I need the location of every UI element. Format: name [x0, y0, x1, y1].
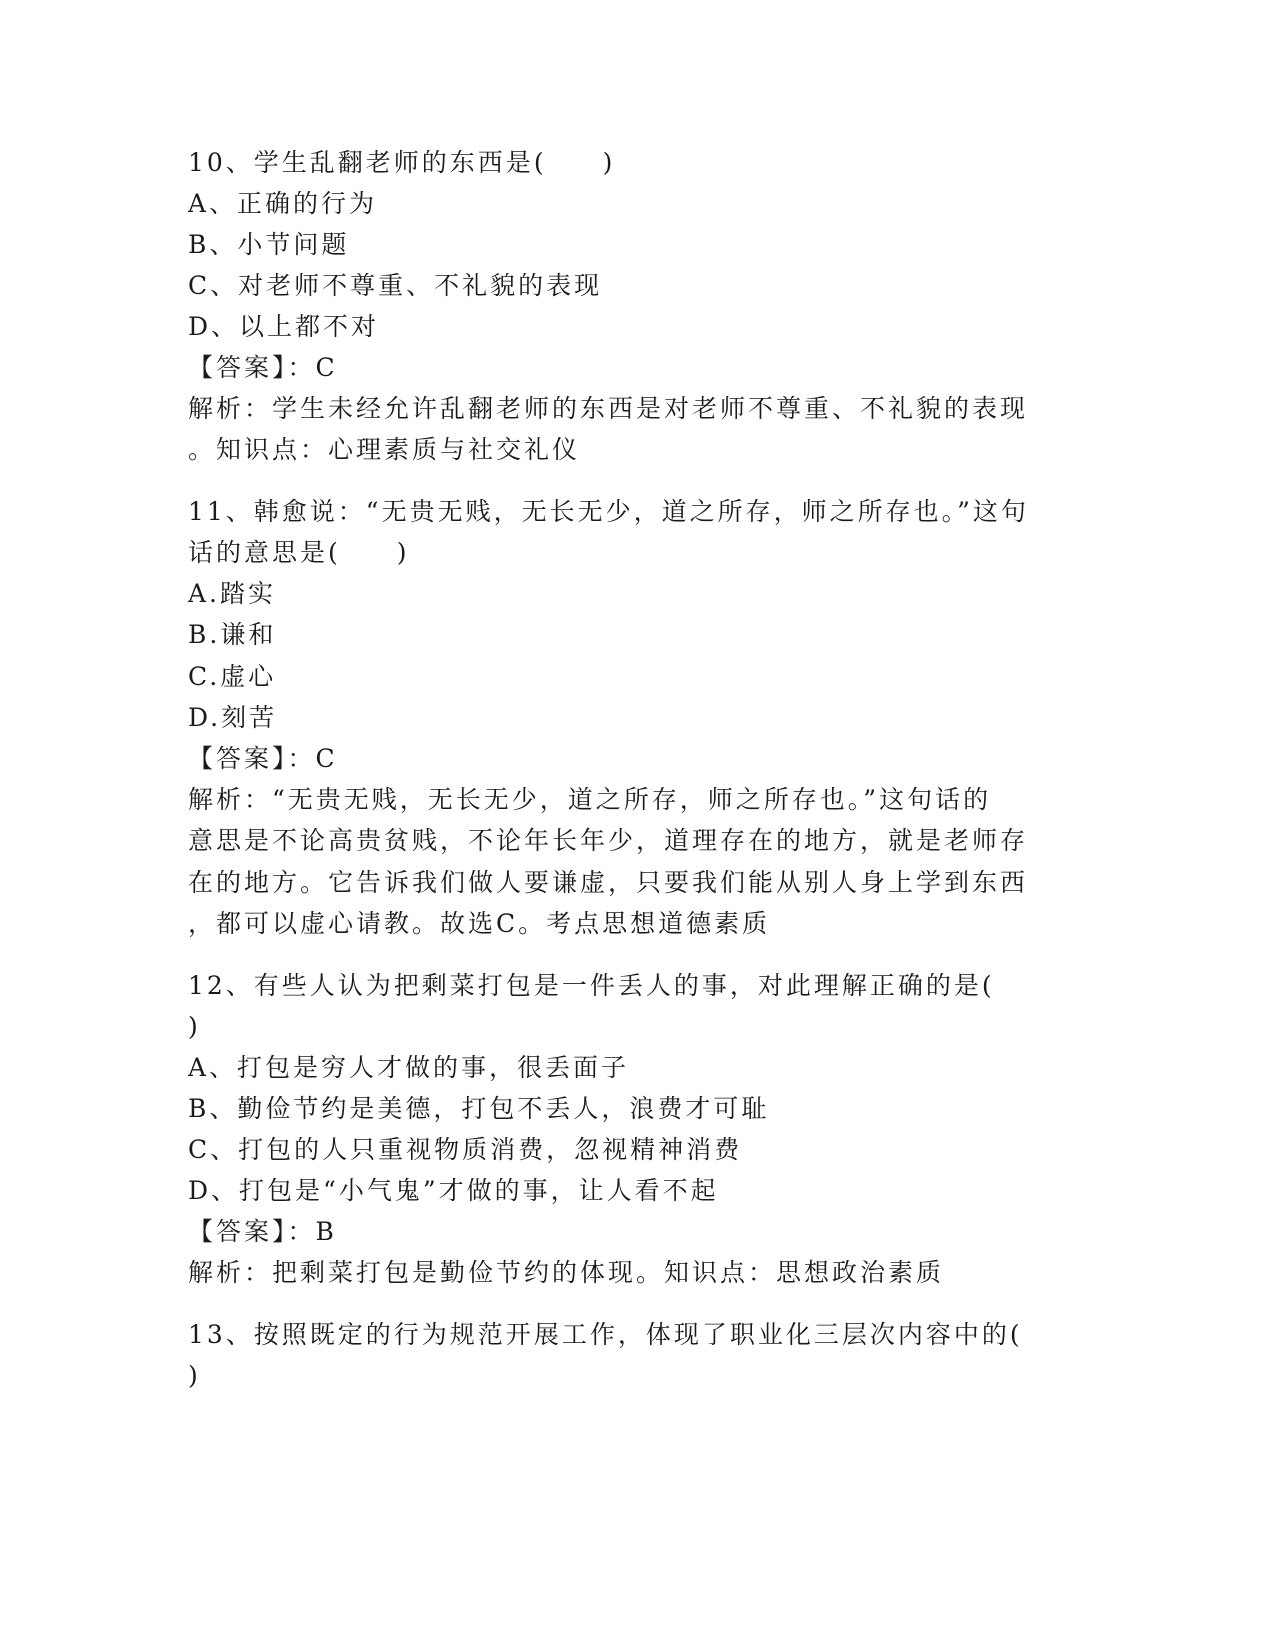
question-10-option-a: A、正确的行为 [188, 189, 378, 218]
question-12-option-a: A、打包是穷人才做的事，很丢面子 [188, 1053, 630, 1082]
question-11-option-a: A.踏实 [188, 579, 277, 608]
question-11-stem-line-1: 11、韩愈说：“无贵无贱，无长无少，道之所存，师之所存也。”这句 [188, 497, 1029, 526]
question-11-analysis-line-4: ，都可以虚心请教。故选C。考点思想道德素质 [188, 909, 771, 938]
question-13-stem-line-2: ) [188, 1361, 201, 1390]
question-11-answer: 【答案】：C [188, 744, 338, 773]
question-12-option-b: B、勤俭节约是美德，打包不丢人，浪费才可耻 [188, 1094, 770, 1123]
question-12-stem-line-2: ) [188, 1012, 201, 1041]
question-11-stem-line-2: 话的意思是( ) [188, 538, 410, 567]
question-10-analysis-line-1: 解析：学生未经允许乱翻老师的东西是对老师不尊重、不礼貌的表现 [188, 394, 1029, 423]
question-10-option-b: B、小节问题 [188, 230, 350, 259]
question-11-analysis-line-1: 解析：“无贵无贱，无长无少，道之所存，师之所存也。”这句话的 [188, 785, 992, 814]
question-11-option-d: D.刻苦 [188, 703, 278, 732]
question-10-stem: 10、学生乱翻老师的东西是( ) [188, 148, 616, 177]
question-10-option-d: D、以上都不对 [188, 312, 380, 341]
question-12-answer: 【答案】：B [188, 1217, 337, 1246]
question-11-option-b: B.谦和 [188, 620, 277, 649]
question-11-option-c: C.虚心 [188, 662, 277, 691]
question-12-option-d: D、打包是“小气鬼”才做的事，让人看不起 [188, 1176, 719, 1205]
question-11-analysis-line-2: 意思是不论高贵贫贱，不论年长年少，道理存在的地方，就是老师存 [188, 826, 1029, 855]
question-10-option-c: C、对老师不尊重、不礼貌的表现 [188, 271, 603, 300]
question-11-analysis-line-3: 在的地方。它告诉我们做人要谦虚，只要我们能从别人身上学到东西 [188, 868, 1029, 897]
question-10-answer: 【答案】：C [188, 353, 338, 382]
question-12-option-c: C、打包的人只重视物质消费，忽视精神消费 [188, 1135, 743, 1164]
question-12-stem-line-1: 12、有些人认为把剩菜打包是一件丢人的事，对此理解正确的是( [188, 971, 995, 1000]
question-12-analysis-line-1: 解析：把剩菜打包是勤俭节约的体现。知识点：思想政治素质 [188, 1258, 945, 1287]
question-13-stem-line-1: 13、按照既定的行为规范开展工作，体现了职业化三层次内容中的( [188, 1320, 1023, 1349]
question-10-analysis-line-2: 。知识点：心理素质与社交礼仪 [188, 435, 581, 464]
